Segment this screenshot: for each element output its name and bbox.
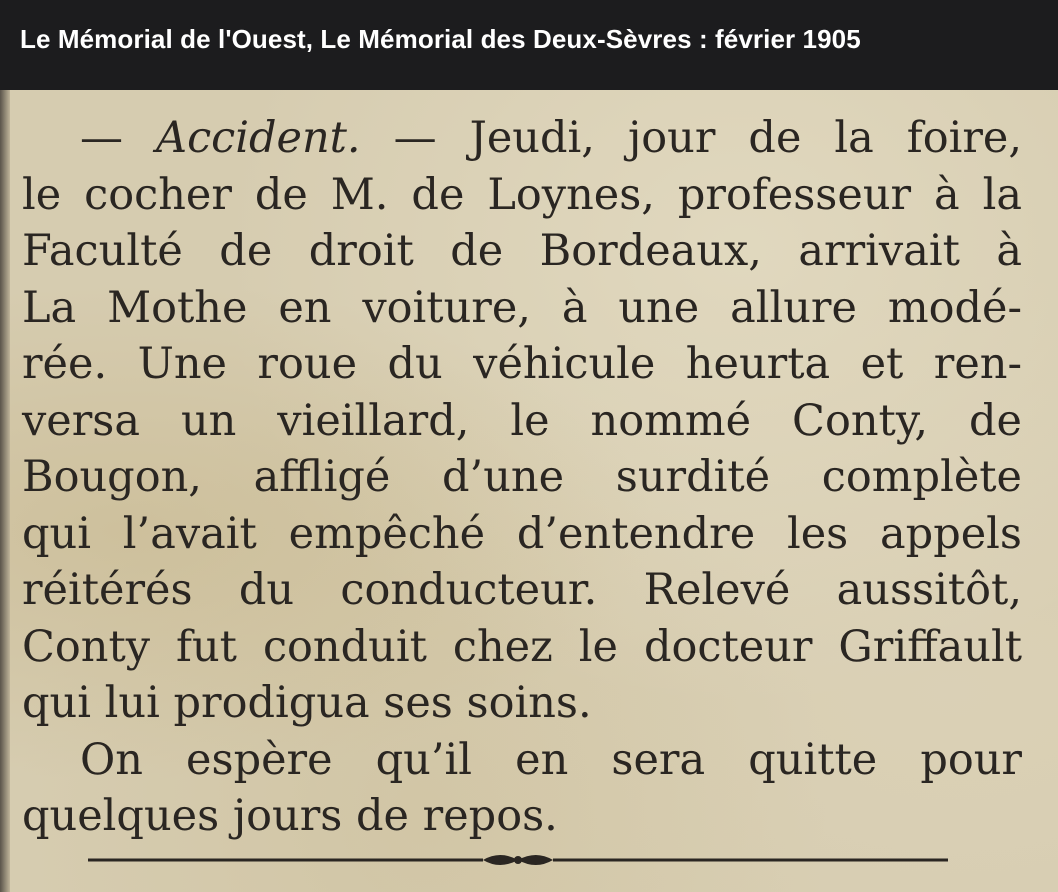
article-line: réitérés du conducteur. Relevé aussitôt, bbox=[22, 565, 1022, 615]
article-line: versa un vieillard, le nommé Conty, de bbox=[22, 395, 1022, 446]
article-line: Bougon, affligé d’une surdité complète bbox=[22, 452, 1022, 502]
divider-ornament bbox=[88, 850, 948, 870]
article-line: qui l’avait empêché d’entendre les appels bbox=[22, 508, 1022, 559]
article-line: — Accident. — Jeudi, jour de la foire, bbox=[80, 113, 1023, 163]
article-line: quelques jours de repos. bbox=[22, 791, 558, 841]
article-line: Faculté de droit de Bordeaux, arrivait à bbox=[22, 226, 1022, 276]
page-edge bbox=[0, 90, 10, 892]
newspaper-clipping bbox=[0, 90, 1058, 892]
article-line: rée. Une roue du véhicule heurta et ren- bbox=[22, 339, 1022, 389]
article-line: La Mothe en voiture, à une allure modé- bbox=[22, 282, 1022, 333]
article-line: qui lui prodigua ses soins. bbox=[22, 678, 592, 728]
window-header bbox=[0, 0, 1058, 90]
page-title: Le Mémorial de l'Ouest, Le Mémorial des Deux-Sèvres : février 1905 bbox=[20, 24, 861, 54]
article-line: Conty fut conduit chez le docteur Griffault bbox=[22, 621, 1022, 672]
article-text bbox=[22, 110, 1022, 845]
article-line: On espère qu’il en sera quitte pour bbox=[80, 734, 1022, 785]
article-heading: Accident. bbox=[156, 113, 361, 163]
article-line: le cocher de M. de Loynes, professeur à la bbox=[22, 169, 1022, 220]
